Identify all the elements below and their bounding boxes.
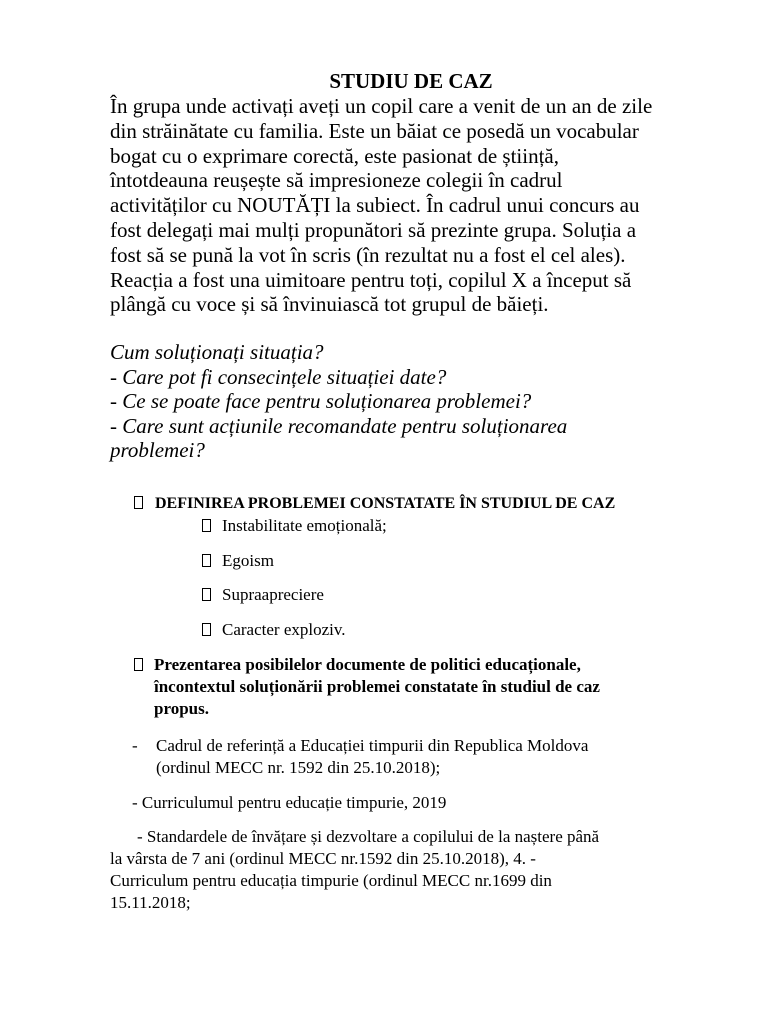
heading-line: propus. bbox=[154, 699, 209, 718]
document-line: la vârsta de 7 ani (ordinul MECC nr.1592 din 25.10.2018), 4. - bbox=[110, 849, 536, 868]
problem-definition-heading-text: DEFINIREA PROBLEMEI CONSTATATE ÎN STUDIUL DE CAZ bbox=[155, 495, 616, 512]
document-line: 15.11.2018; bbox=[110, 893, 191, 912]
document-item-standards bbox=[110, 826, 730, 914]
list-item-label: Instabilitate emoțională; bbox=[222, 516, 387, 535]
heading-line: încontextul soluționării problemei constatate în studiul de caz bbox=[154, 677, 600, 696]
list-item bbox=[202, 584, 324, 606]
case-line: Reacția a fost una uimitoare pentru toți, copilul X a început să bbox=[110, 267, 632, 292]
checkbox-bullet-icon bbox=[202, 519, 211, 532]
case-questions bbox=[110, 340, 730, 463]
case-line: bogat cu o exprimare corectă, este pasionat de știință, bbox=[110, 143, 559, 168]
list-item-label: Caracter exploziv. bbox=[222, 620, 346, 639]
question-line: - Care pot fi consecințele situației date? bbox=[110, 364, 447, 389]
checkbox-bullet-icon bbox=[134, 658, 143, 671]
question-line: problemei? bbox=[110, 438, 205, 462]
list-item-label: Egoism bbox=[222, 551, 274, 570]
list-item bbox=[202, 515, 387, 537]
document-item-curriculum: - Curriculumul pentru educație timpurie, 2019 bbox=[132, 793, 447, 812]
case-line: activităților cu NOUTĂȚI la subiect. În cadrul unui concurs au bbox=[110, 193, 640, 218]
case-line: În grupa unde activați aveți un copil care a venit de un an de zile bbox=[110, 94, 653, 118]
question-line: - Care sunt acțiunile recomandate pentru soluționarea bbox=[110, 413, 568, 438]
document-item-framework bbox=[132, 735, 732, 779]
case-description bbox=[110, 94, 730, 317]
policy-documents-heading bbox=[134, 654, 714, 720]
case-line: din străinătate cu familia. Este un băiat ce posedă un vocabular bbox=[110, 118, 639, 143]
checkbox-bullet-icon bbox=[202, 623, 211, 636]
list-item-label: Supraapreciere bbox=[222, 585, 324, 604]
checkbox-bullet-icon bbox=[134, 496, 143, 509]
heading-line: Prezentarea posibilelor documente de politici educaționale, bbox=[154, 655, 581, 674]
document-line: (ordinul MECC nr. 1592 din 25.10.2018); bbox=[156, 758, 441, 777]
document-line: Cadrul de referință a Educației timpurii din Republica Moldova bbox=[156, 736, 589, 755]
question-line: Cum soluționați situația? bbox=[110, 340, 324, 364]
case-line: fost delegați mai mulți propunători să prezinte grupa. Soluția a bbox=[110, 217, 637, 242]
document-line: - Standardele de învățare și dezvoltare a copilului de la naștere până bbox=[137, 827, 600, 846]
case-line: întotdeauna reușește să impresioneze colegii în cadrul bbox=[110, 168, 563, 193]
case-line: fost să se pună la vot în scris (în rezultat nu a fost el cel ales). bbox=[110, 242, 626, 267]
question-line: - Ce se poate face pentru soluționarea problemei? bbox=[110, 389, 532, 413]
checkbox-bullet-icon bbox=[202, 588, 211, 601]
document-line: Curriculum pentru educația timpurie (ordinul MECC nr.1699 din bbox=[110, 871, 552, 890]
list-item bbox=[202, 619, 346, 641]
case-line: plângă cu voce și să învinuiască tot grupul de băieți. bbox=[110, 292, 549, 317]
checkbox-bullet-icon bbox=[202, 554, 211, 567]
list-item bbox=[202, 550, 274, 572]
problem-definition-heading bbox=[134, 494, 615, 514]
document-title: STUDIU DE CAZ bbox=[329, 69, 493, 93]
dash-bullet: - bbox=[132, 736, 138, 755]
